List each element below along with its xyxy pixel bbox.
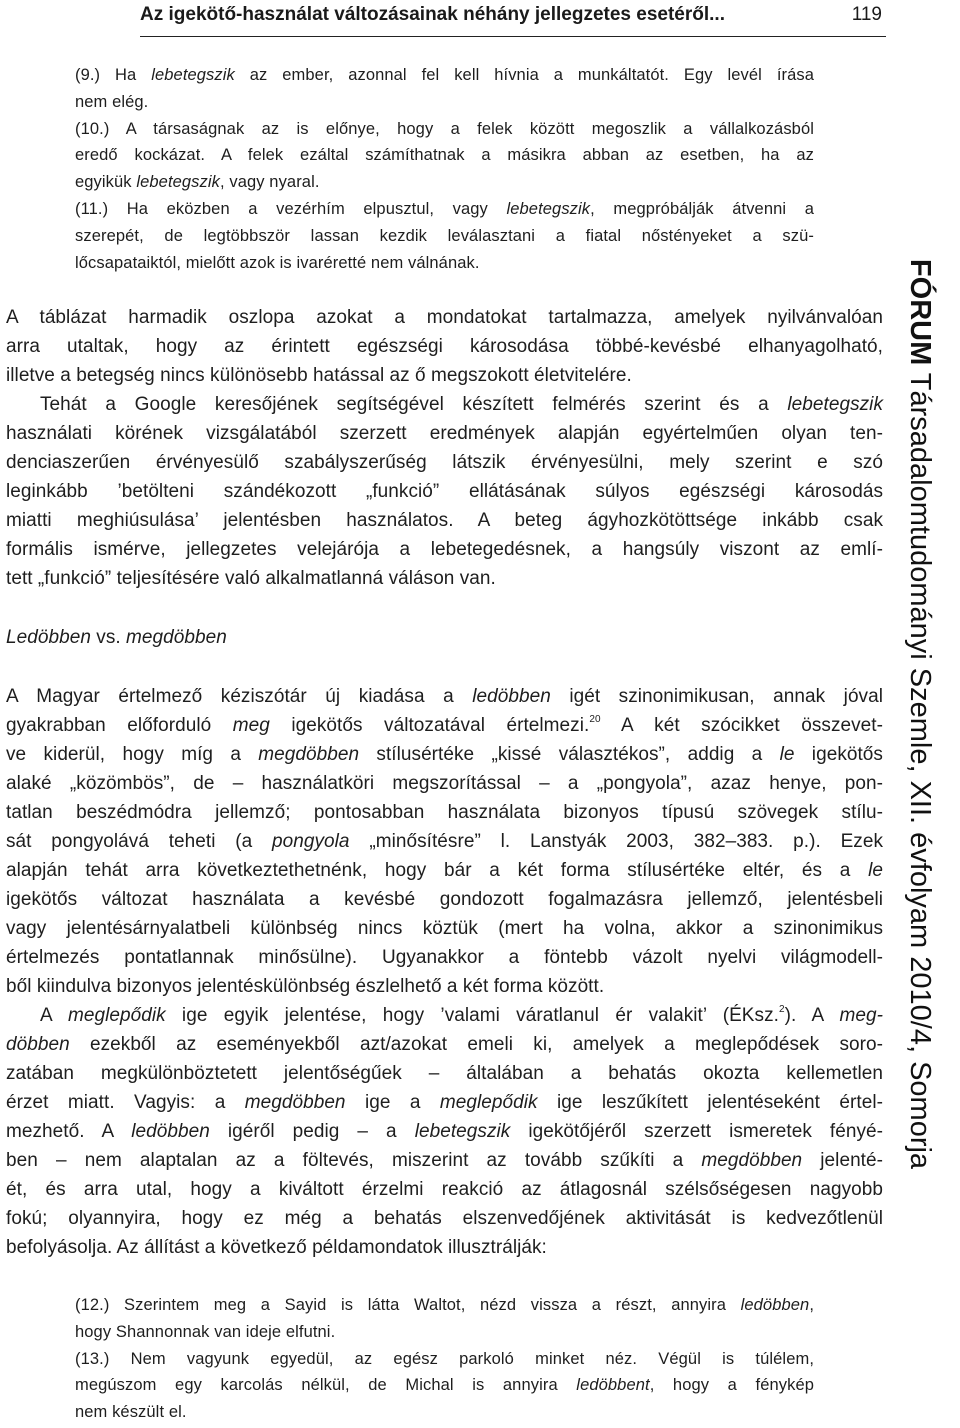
- text-line: formális ismérve, jellegzetes velejárója a lebetegedésnek, a hangsúly viszont az emlí-: [6, 539, 883, 560]
- text-line: ből kiindulva bizonyos jelentéskülönbség észlelhető a két forma között.: [6, 976, 605, 997]
- italic-term: lebetegszik: [787, 394, 883, 415]
- italic-term: meg: [232, 715, 270, 736]
- text-line: igekötős változat használata a kevésbé gondozott fogalmazásra jellemző, jelentésbeli: [6, 889, 883, 910]
- running-title: Az igekötő-használat változásainak néhány jellegzetes esetéről...: [140, 4, 725, 25]
- journal-side-banner: [900, 9, 940, 1419]
- italic-term: megdöbben: [258, 744, 360, 765]
- text-line: hogy Shannonnak van ideje elfutni.: [75, 1322, 336, 1341]
- paragraph-meglepodik: [6, 1001, 883, 1262]
- italic-term: le: [868, 860, 883, 881]
- text-line: A meglepődik ige egyik jelentése, hogy ’valami váratlanul ér valakit’ (ÉKsz.$^2$). A meg-: [40, 1004, 883, 1026]
- text-line: érzet miatt. Vagyis: a megdöbben ige a meglepődik ige leszűkített jelentéseként értel-: [6, 1092, 883, 1113]
- text-line: illetve a betegség nincs különösebb hatással az ő megszokott életvitelére.: [6, 365, 632, 386]
- text-line: alaké „közömbös”, de – használatköri megszorítással – a „pongyola”, azaz henye, pon-: [6, 773, 883, 794]
- text-line: fokú; olyannyira, hogy ez még a behatás elszenvedőjének aktivitását is kedvezőtlenül: [6, 1208, 883, 1229]
- text-line: ben – nem alaptalan az a föltevés, miszerint az tovább szűkíti a megdöbben jelenté-: [6, 1150, 884, 1171]
- text-line: A Magyar értelmező kéziszótár új kiadása a ledöbben igét szinonimikusan, annak jóval: [6, 686, 883, 707]
- paragraph-google-survey: [6, 390, 883, 593]
- text-line: sát pongyolává teheti (a pongyola „minősítésre” l. Lanstyák 2003, 382–383. p.). Ezek: [6, 831, 884, 852]
- italic-term: meglepődik: [439, 1092, 538, 1113]
- italic-term: lebetegszik: [506, 199, 591, 218]
- text-line: alapján tehát arra következtethetnénk, hogy bár a két forma stílusértéke eltér, és a le: [6, 860, 883, 881]
- italic-term: meglepődik: [67, 1005, 166, 1026]
- text-line: befolyásolja. Az állítást a következő példamondatok illusztrálják:: [6, 1237, 547, 1258]
- italic-term: lebetegszik: [136, 173, 220, 192]
- text-line: ve kiderül, hogy míg a megdöbben stílusértéke „kissé választékos”, addig a le igekötős: [6, 744, 883, 765]
- examples-9-11: [75, 62, 814, 276]
- footnote-ref: 20: [589, 714, 601, 725]
- text-line: (11.) Ha eközben a vezérhím elpusztul, vagy lebetegszik, megpróbálják átvenni a: [75, 199, 814, 218]
- italic-term: meg-: [839, 1005, 883, 1026]
- italic-term: lebetegszik: [414, 1121, 511, 1142]
- italic-term: ledöbben: [131, 1121, 210, 1142]
- italic-term: ledöbben: [740, 1296, 810, 1314]
- italic-term: megdöbben: [126, 627, 227, 648]
- text-line: megúszom egy karcolás nélkül, de Michal is annyira ledöbbent, hogy a fénykép: [75, 1376, 814, 1395]
- italic-term: ledöbbent: [576, 1376, 650, 1395]
- text-line: denciaszerűen érvényesülő szabályszerűség látszik érvényesülni, mely szerint e szó: [6, 452, 883, 473]
- running-header: [140, 0, 886, 37]
- text-line: miatti meghiúsulása’ jelentésben használatos. A beteg ágyhozkötöttsége inkább csak: [6, 510, 883, 531]
- journal-details: Társadalomtudományi Szemle, XII. évfolyam 2010/4, Somorja: [904, 372, 936, 1170]
- text-line: döbben ezekből az eseményekből azt/azokat emeli ki, amelyek a meglepődések soro-: [6, 1034, 883, 1055]
- italic-term: megdöbben: [244, 1092, 346, 1113]
- text-line: nem készült el.: [75, 1403, 187, 1422]
- text-line: mezhető. A ledöbben igéről pedig – a lebetegszik igekötőjéről szerzett ismeretek fényé-: [6, 1121, 884, 1142]
- text-line: zatában megkülönböztetett jelentőségűek – általában a behatás okozta kellemetlen: [6, 1063, 883, 1084]
- text-line: Ledöbben vs. megdöbben: [6, 627, 227, 648]
- italic-term: megdöbben: [701, 1150, 803, 1171]
- text-line: gyakrabban előforduló meg igekötős változatával értelmezi.$^{20}$ A két szócikket összevet-: [6, 714, 884, 736]
- section-heading: [6, 623, 227, 652]
- journal-name: FÓRUM: [904, 258, 936, 366]
- italic-term: lebetegszik: [151, 66, 235, 84]
- italic-term: pongyola: [272, 831, 350, 852]
- text-line: arra utaltak, hogy az érintett egészségi károsodása többé-kevésbé elhanyagolható,: [6, 336, 883, 357]
- text-line: tett „funkció” teljesítésére való alkalmatlanná váláson van.: [6, 568, 496, 589]
- examples-12-13: [75, 1292, 814, 1426]
- text-line: eredő kockázat. A felek ezáltal számíthatnak a másikra abban az esetben, ha az: [75, 146, 814, 165]
- text-line: szerepét, de legtöbbször lassan kezdik leválasztani a fiatal nőstényeket a szü-: [75, 226, 814, 245]
- text-line: Tehát a Google keresőjének segítségével készített felmérés szerint és a lebetegszik: [40, 394, 883, 415]
- text-line: egyikük lebetegszik, vagy nyaral.: [75, 173, 320, 192]
- text-line: használati körének vizsgálatából szerzett eredmények alapján egyértelműen olyan ten-: [6, 423, 883, 444]
- text-line: lőcsapataiktól, mielőtt azok is ivaréretté nem válnának.: [75, 253, 480, 272]
- text-line: (9.) Ha lebetegszik az ember, azonnal fel kell hívnia a munkáltatót. Egy levél írása: [75, 66, 814, 84]
- italic-term: ledöbben: [472, 686, 551, 707]
- text-line: tatlan beszédmódra jellemző; pontosabban használata bizonyos típusú szövegek stílu-: [6, 802, 883, 823]
- italic-term: le: [779, 744, 795, 765]
- text-line: értelmezés pontatlannak minősülne). Ugyanakkor a föntebb vázolt nyelvi világmodell-: [6, 947, 883, 968]
- italic-term: Ledöbben: [6, 627, 91, 648]
- text-line: ét, és arra utal, hogy a kiváltott érzelmi reakció az átlagosnál szélsőségesen nagyobb: [6, 1179, 883, 1200]
- footnote-ref: 2: [778, 1004, 785, 1015]
- text-line: vagy jelentésárnyalatbeli különbség nincs köztük (mert ha volna, akkor a szinonimikus: [6, 918, 883, 939]
- text-line: (10.) A társaságnak az is előnye, hogy a felek között megoszlik a vállalkozásból: [75, 119, 814, 138]
- text-line: A táblázat harmadik oszlopa azokat a mondatokat tartalmazza, amelyek nyilvánvalóan: [6, 307, 883, 328]
- text-line: (12.) Szerintem meg a Sayid is látta Waltot, nézd vissza a részt, annyira ledöbben,: [75, 1296, 814, 1314]
- paragraph-table-column: [6, 303, 883, 390]
- text-line: (13.) Nem vagyunk egyedül, az egész parkoló minket néz. Végül is túlélem,: [75, 1349, 814, 1368]
- text-line: nem elég.: [75, 92, 149, 111]
- italic-term: döbben: [6, 1034, 70, 1055]
- page-number: 119: [851, 4, 882, 25]
- text-line: leginkább ’betölteni szándékozott „funkció” ellátásának súlyos egészségi károsodás: [6, 481, 883, 502]
- paragraph-dictionary: [6, 682, 883, 1001]
